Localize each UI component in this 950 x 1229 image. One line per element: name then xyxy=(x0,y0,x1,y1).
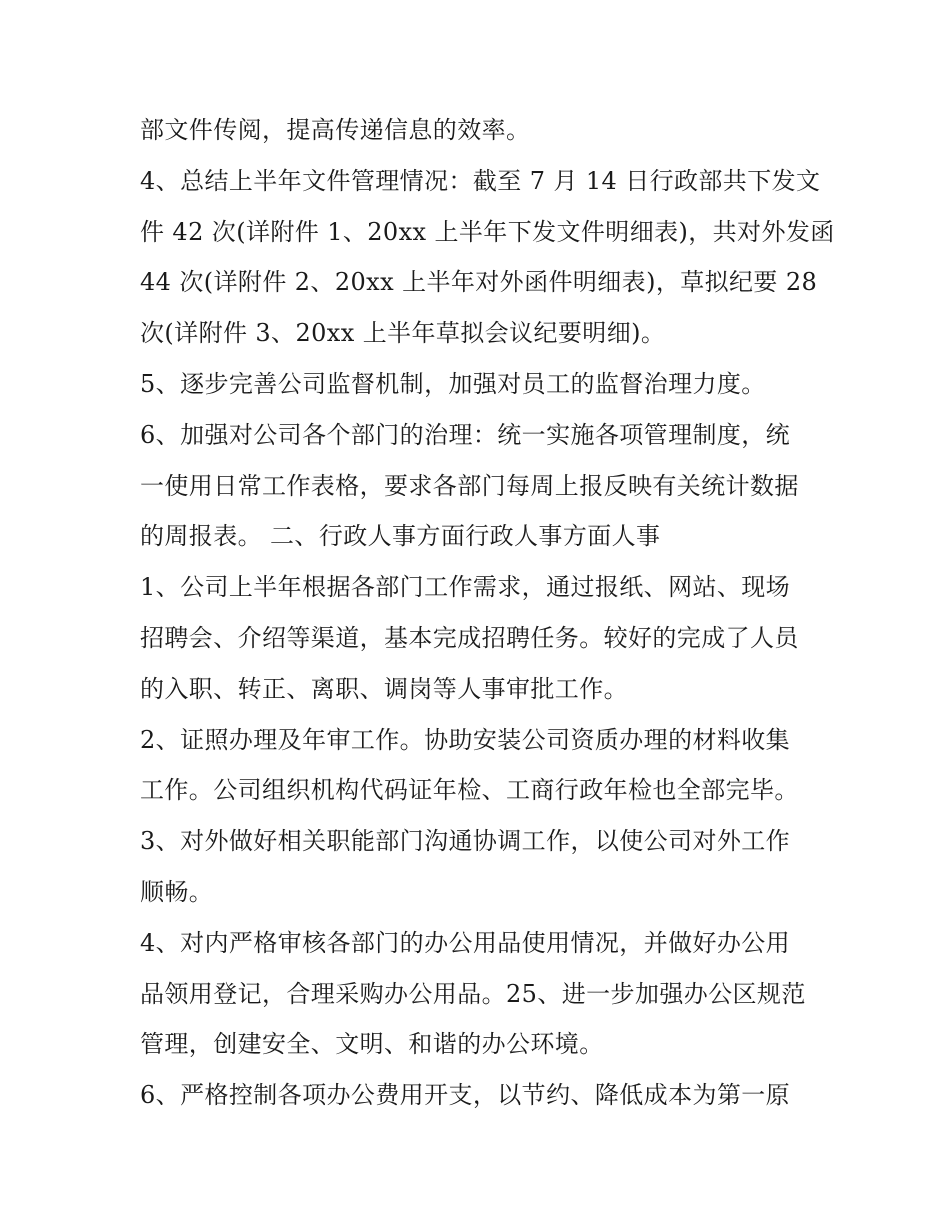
text-line-5: 次(详附件 3、20xx 上半年草拟会议纪要明细)。 xyxy=(140,319,666,348)
text-line-12: 的入职、转正、离职、调岗等人事审批工作。 xyxy=(140,674,628,703)
text-line-19: 管理，创建安全、文明、和谐的办公环境。 xyxy=(140,1030,604,1059)
text-line-16: 顺畅。 xyxy=(140,877,214,906)
text-line-13: 2、证照办理及年审工作。协助安装公司资质办理的材料收集 xyxy=(140,725,791,754)
text-line-3: 件 42 次(详附件 1、20xx 上半年下发文件明细表)，共对外发函 xyxy=(140,217,835,246)
text-line-6: 5、逐步完善公司监督机制，加强对员工的监督治理力度。 xyxy=(140,369,766,398)
text-line-1: 部文件传阅，提高传递信息的效率。 xyxy=(140,116,531,144)
text-line-8: 一使用日常工作表格，要求各部门每周上报反映有关统计数据 xyxy=(140,471,799,500)
document-body xyxy=(140,105,835,1121)
text-line-9: 的周报表。 二、行政人事方面行政人事方面人事 xyxy=(140,522,661,551)
text-line-11: 招聘会、介绍等渠道，基本完成招聘任务。较好的完成了人员 xyxy=(140,623,799,652)
text-line-20: 6、严格控制各项办公费用开支，以节约、降低成本为第一原 xyxy=(140,1081,791,1110)
text-line-2: 4、总结上半年文件管理情况：截至 7 月 14 日行政部共下发文 xyxy=(140,166,821,195)
text-line-10: 1、公司上半年根据各部门工作需求，通过报纸、网站、现场 xyxy=(140,573,791,602)
text-line-7: 6、加强对公司各个部门的治理：统一实施各项管理制度，统 xyxy=(140,420,791,449)
text-line-17: 4、对内严格审核各部门的办公用品使用情况，并做好办公用 xyxy=(140,928,791,957)
text-line-4: 44 次(详附件 2、20xx 上半年对外函件明细表)，草拟纪要 28 xyxy=(140,268,818,297)
text-line-18: 品领用登记，合理采购办公用品。25、进一步加强办公区规范 xyxy=(140,979,806,1008)
text-line-14: 工作。公司组织机构代码证年检、工商行政年检也全部完毕。 xyxy=(140,776,799,805)
text-line-15: 3、对外做好相关职能部门沟通协调工作，以使公司对外工作 xyxy=(140,827,791,856)
